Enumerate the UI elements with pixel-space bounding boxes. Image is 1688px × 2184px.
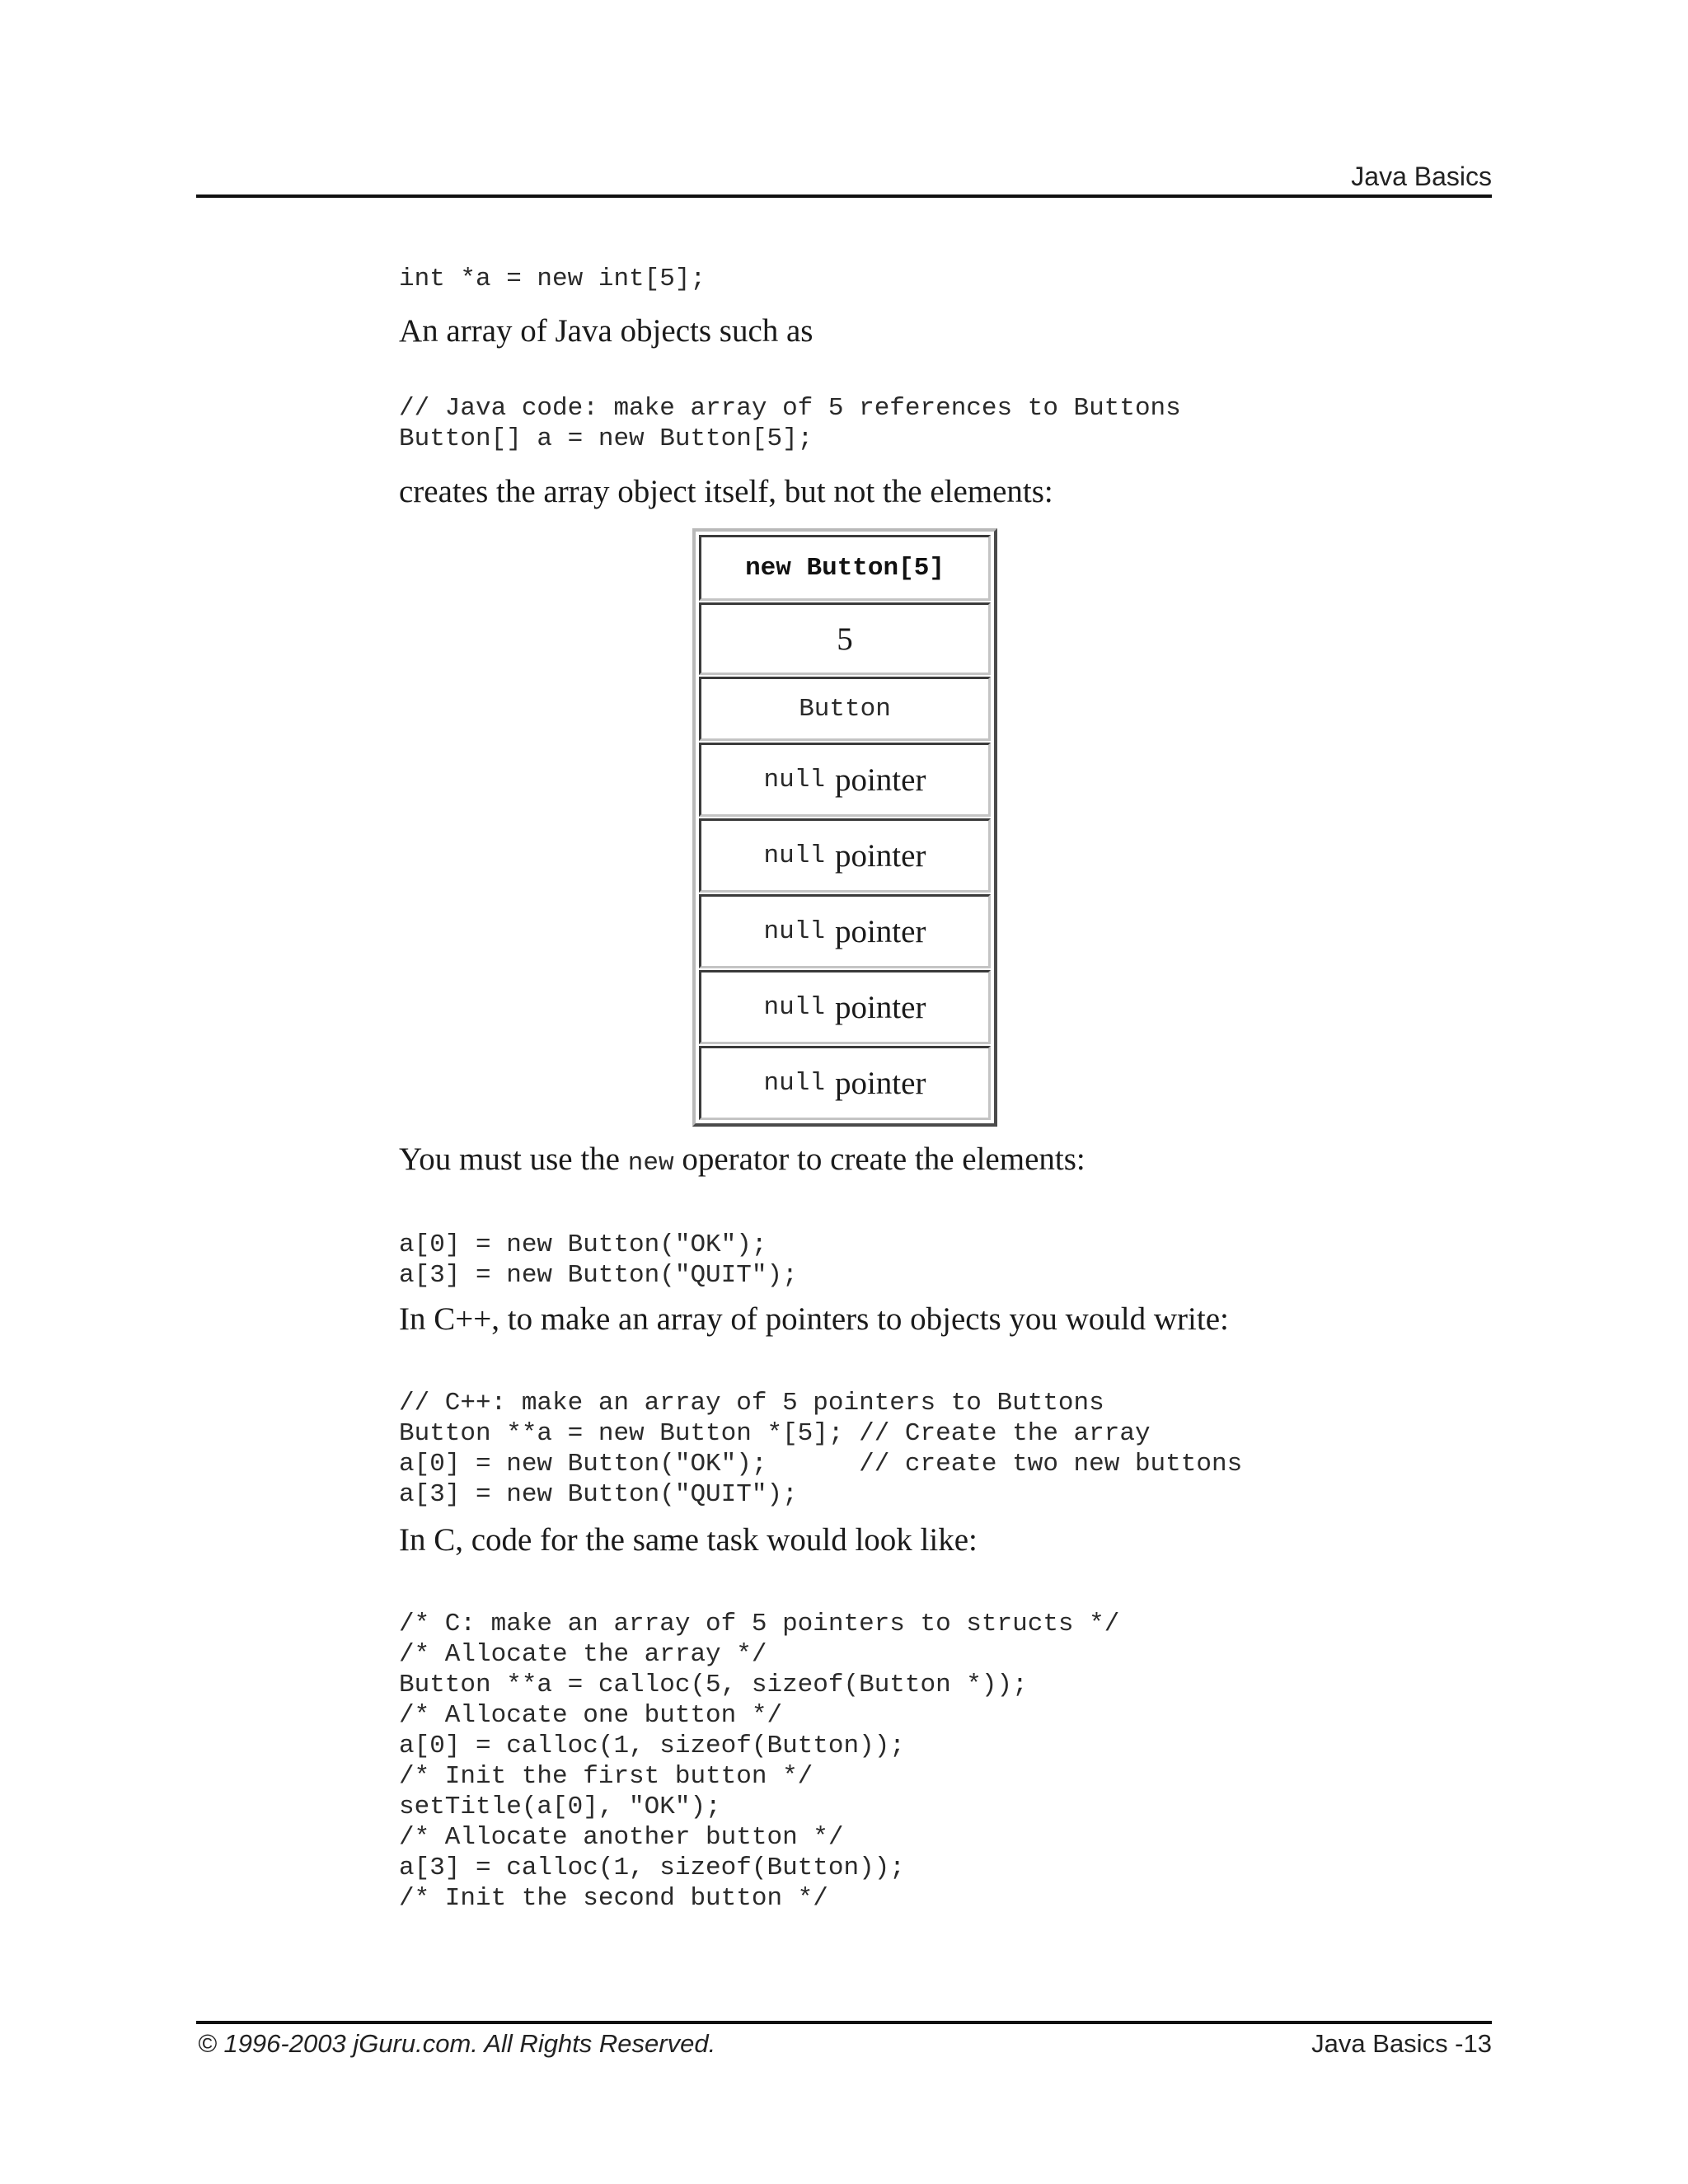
- code-c-int-array: int *a = new int[5];: [399, 265, 706, 293]
- array-element-cell: [699, 894, 991, 968]
- footer-page-label: Java Basics -13: [1311, 2029, 1492, 2058]
- code-create-elements: a[0] = new Button("OK"); a[3] = new Button("QUIT");: [399, 1230, 798, 1290]
- element-label: pointer: [834, 989, 926, 1025]
- paragraph-java-objects: An array of Java objects such as: [399, 313, 814, 349]
- array-element-cell: [699, 743, 991, 817]
- array-type-cell: Button: [699, 677, 991, 741]
- paragraph-creates-array: creates the array object itself, but not the elements:: [399, 474, 1053, 509]
- code-c-array: /* C: make an array of 5 pointers to structs */ /* Allocate the array */ Button **a = calloc(5, sizeof(Button *)); /* Allocate one button */ a[0] = calloc(1, sizeof(Button)); /* Init the first button */ setTitle(a[0], "OK"); /* Allocate another button */ a[3] = calloc(1, sizeof(Button)); /* Init the second button */: [399, 1610, 1120, 1913]
- element-label: pointer: [834, 837, 926, 874]
- paragraph-cpp: In C++, to make an array of pointers to objects you would write:: [399, 1301, 1229, 1337]
- footer-rule: [196, 2021, 1492, 2024]
- paragraph-c: In C, code for the same task would look like:: [399, 1522, 978, 1558]
- running-header: Java Basics: [1351, 162, 1492, 191]
- null-keyword: null: [763, 916, 825, 946]
- paragraph-text: operator to create the elements:: [673, 1141, 1085, 1177]
- footer-copyright: © 1996-2003 jGuru.com. All Rights Reserved.: [198, 2029, 716, 2058]
- null-keyword: null: [763, 841, 825, 870]
- element-label: pointer: [834, 762, 926, 798]
- array-element-cell: [699, 1046, 991, 1120]
- code-cpp-array: // C++: make an array of 5 pointers to Buttons Button **a = new Button *[5]; // Create the array a[0] = new Button("OK"); // create two new buttons a[3] = new Button("QUIT");: [399, 1389, 1243, 1509]
- array-table-header: new Button[5]: [699, 535, 991, 601]
- null-keyword: null: [763, 992, 825, 1022]
- element-label: pointer: [834, 1065, 926, 1101]
- null-keyword: null: [763, 1068, 825, 1098]
- paragraph-text: You must use the: [399, 1141, 628, 1177]
- header-rule: [196, 194, 1492, 198]
- code-java-button-array: // Java code: make array of 5 references to Buttons Button[] a = new Button[5];: [399, 394, 1181, 453]
- element-label: pointer: [834, 913, 926, 949]
- array-element-cell: [699, 818, 991, 893]
- paragraph-new-operator: [399, 1141, 1470, 1183]
- null-keyword: null: [763, 765, 825, 794]
- array-diagram-table: [692, 528, 997, 1127]
- array-element-cell: [699, 970, 991, 1044]
- inline-code-new: new: [627, 1149, 674, 1178]
- array-length-cell: 5: [699, 602, 991, 675]
